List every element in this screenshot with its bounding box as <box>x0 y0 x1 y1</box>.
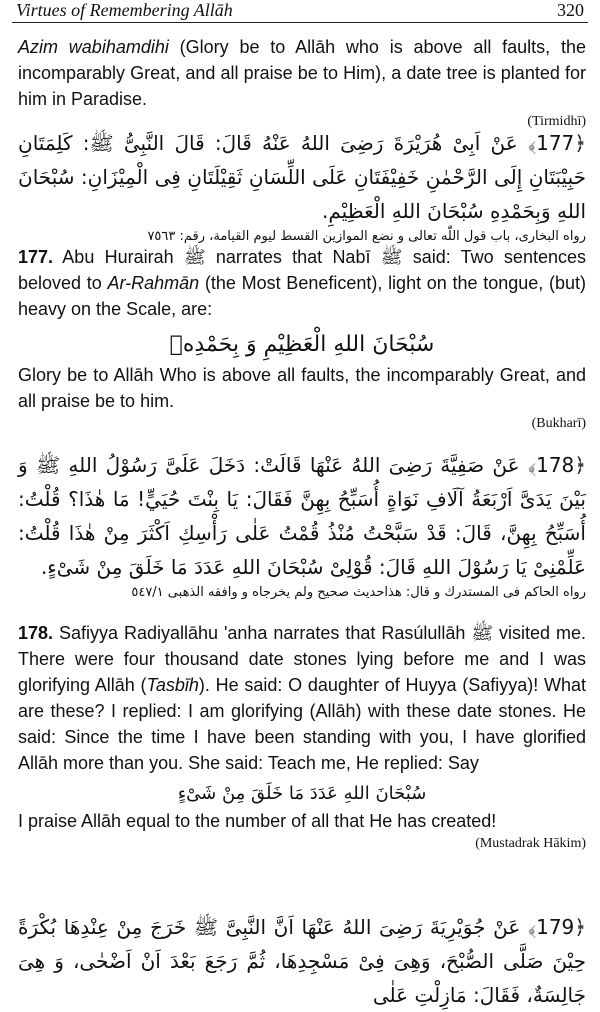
intro-body: (Glory be to Allāh who is above all faults, the incomparably Great, and all praise be to Him), a date tree is planted for him in Paradise. <box>18 37 586 109</box>
running-title: Virtues of Remembering Allāh <box>16 0 233 20</box>
hadith-178-arabic: ﴿178﴾ عَنْ صَفِيَّةَ رَضِىَ اللهُ عَنْهَا قَالَتْ: دَخَلَ عَلَىَّ رَسُوْلُ اللهِ ﷺ وَ بَيْنَ يَدَىَّ اَرْبَعَةُ آلَافِ نَوَاةٍ أُسَبِّحُ بِهِنَّ فَقَالَ: يَا بِنْتَ حُيَيٍّ! مَا هٰذَا؟ قُلْتُ: أُسَبِّحُ بِهِنَّ، قَالَ: قَدْ سَبَّحْتُ مُنْذُ قُمْتُ عَلٰى رَأْسِكِ اَكْثَرَ مِنْ هٰذَا قُلْتُ: عَلِّمْنِىْ يَا رَسُوْلَ اللهِ قَالَ: قُوْلِىْ سُبْحَانَ اللهِ عَدَدَ مَا خَلَقَ مِنْ شَىْءٍ. <box>18 453 586 579</box>
page-number: 320 <box>557 0 584 20</box>
hadith-177-source: (Bukharī) <box>531 416 586 431</box>
hadith-178-english-block <box>18 620 586 854</box>
hadith-178-number: 178. <box>18 623 54 643</box>
page-header <box>12 0 588 23</box>
hadith-178-arabic-block <box>18 448 586 602</box>
hadith-178-reference: رواه الحاكم فى المستدرك و قال: هذاحديث صحيح ولم يخرجاه و وافقه الذهبى ٥٤٧/١ <box>131 585 586 600</box>
hadith-177-text-before: Abu Hurairah ﷺ narrates that Nabī ﷺ said: Two sentences beloved to <box>18 247 586 293</box>
hadith-177-translation: Glory be to Allāh Who is above all faults, the incomparably Great, and all praise be to him. <box>18 365 586 411</box>
hadith-177-arabic: ﴿177﴾ عَنْ اَبِىْ هُرَيْرَةَ رَضِىَ اللهُ عَنْهُ قَالَ: قَالَ النَّبِىُّ ﷺ: كَلِمَتَانِ حَبِيْبَتَانِ إِلَى الرَّحْمٰنِ خَفِيْفَتَانِ عَلَى اللِّسَانِ ثَقِيْلَتَانِ فِى الْمِيْزَانِ: سُبْحَانَ اللهِ وَبِحَمْدِهِ سُبْحَانَ اللهِ الْعَظِيْمِ. <box>18 131 586 223</box>
intro-paragraph <box>18 34 586 132</box>
intro-source: (Tirmidhī) <box>527 114 586 129</box>
hadith-177-dua-arabic: سُبْحَانَ اللهِ الْعَظِيْمِ وَ بِحَمْدِهٖ <box>169 332 435 357</box>
hadith-177-italic: Ar-Rahmān <box>107 273 200 293</box>
intro-text <box>18 34 586 112</box>
hadith-177-number: 177. <box>18 247 54 267</box>
intro-italic: Azim wabihamdihi <box>18 37 169 57</box>
hadith-179-arabic: ﴿179﴾ عَنْ جُوَيْرِيَةَ رَضِىَ اللهُ عَنْهَا اَنَّ النَّبِىَّ ﷺ خَرَجَ مِنْ عِنْدِهَا بُكْرَةً حِيْنَ صَلَّى الصُّبْحَ، وَهِىَ فِىْ مَسْجِدِهَا، ثُمَّ رَجَعَ بَعْدَ اَنْ اَضْحٰى، وَ هِىَ جَالِسَةٌ، فَقَالَ: مَازِلْتِ عَلٰى <box>18 915 586 1007</box>
hadith-178-dua-arabic: سُبْحَانَ اللهِ عَدَدَ مَا خَلَقَ مِنْ شَىْءٍ <box>177 783 427 804</box>
hadith-178-text-after: ). He said: O daughter of Huyya (Safiyya)! What are these? I replied: I am glorifying (Allāh) with these date stones. He said: Since the time I have been standing with you, I have glorified Allāh more than you. She said: Teach me, He replied: Say <box>18 675 586 773</box>
hadith-178-text-before: Safiyya Radiyallāhu 'anha narrates that Rasúlullāh ﷺ visited me. There were four thousand date stones lying before me and I was glorifying Allāh ( <box>18 623 586 695</box>
hadith-179-arabic-block <box>18 910 586 1007</box>
hadith-177-text-after: (the Most Beneficent), light on the tongue, (but) heavy on the Scale, are: <box>18 273 586 319</box>
hadith-177-english-block <box>18 244 586 434</box>
hadith-178-english <box>18 620 586 776</box>
hadith-177-reference: رواه البخارى، باب قول اللّٰه تعالى و نضع الموازين القسط ليوم القيامة، رقم: ٧٥٦٣ <box>147 229 586 244</box>
hadith-178-translation: I praise Allāh equal to the number of all that He has created! <box>18 811 497 831</box>
hadith-177-arabic-block <box>18 126 586 246</box>
hadith-178-italic: Tasbīh <box>146 675 199 695</box>
hadith-178-source: (Mustadrak Hākim) <box>475 836 586 851</box>
hadith-177-english <box>18 244 586 322</box>
